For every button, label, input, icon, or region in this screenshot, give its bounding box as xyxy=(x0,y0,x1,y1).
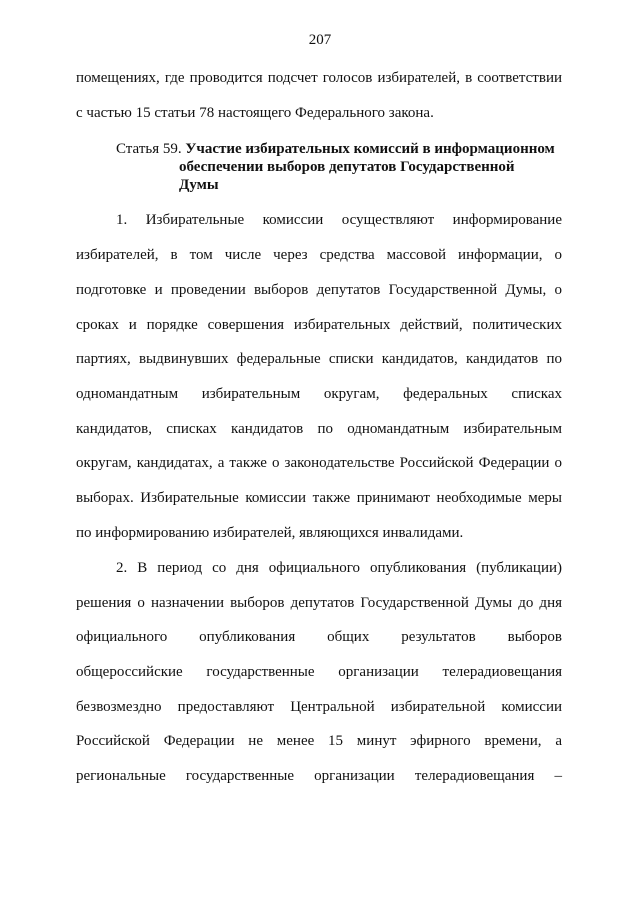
article-title-line: Участие избирательных комиссий в информационном xyxy=(185,141,555,157)
intro-line: с частью 15 статьи 78 настоящего Федерального закона. xyxy=(76,105,434,121)
intro-line: помещениях, где проводится подсчет голосов избирателей, в соответствии xyxy=(76,70,562,86)
paragraph-2-line: общероссийские государственные организации телерадиовещания xyxy=(76,664,562,680)
paragraph-1-line: партиях, выдвинувших федеральные списки кандидатов, кандидатов по xyxy=(76,351,562,367)
paragraph-2-line: региональные государственные организации телерадиовещания – xyxy=(76,768,562,784)
paragraph-1-line: округам, кандидатах, а также о законодательстве Российской Федерации о xyxy=(76,455,562,471)
paragraph-1-line: избирателей, в том числе через средства массовой информации, о xyxy=(76,247,562,263)
article-heading xyxy=(116,140,576,194)
article-title-line: обеспечении выборов депутатов Государственной xyxy=(179,159,515,175)
paragraph-1-line: 1. Избирательные комиссии осуществляют информирование xyxy=(116,212,562,228)
paragraph-1-line: выборах. Избирательные комиссии также принимают необходимые меры xyxy=(76,490,562,506)
paragraph-1-line: подготовке и проведении выборов депутатов Государственной Думы, о xyxy=(76,282,562,298)
paragraph-2-line: решения о назначении выборов депутатов Государственной Думы до дня xyxy=(76,595,562,611)
paragraph-1-line: одномандатным избирательным округам, федеральных списках xyxy=(76,386,562,402)
article-title-line: Думы xyxy=(179,177,219,193)
article-number: Статья 59. xyxy=(116,141,182,157)
paragraph-1-line: кандидатов, списках кандидатов по одномандатным избирательным xyxy=(76,421,562,437)
paragraph-2-line: безвозмездно предоставляют Центральной избирательной комиссии xyxy=(76,699,562,715)
page-number: 207 xyxy=(308,32,332,48)
paragraph-2-line: официального опубликования общих результатов выборов xyxy=(76,629,562,645)
paragraph-1-line: сроках и порядке совершения избирательных действий, политических xyxy=(76,317,562,333)
paragraph-2-line: Российской Федерации не менее 15 минут эфирного времени, а xyxy=(76,733,562,749)
paragraph-2-line: 2. В период со дня официального опубликования (публикации) xyxy=(116,560,562,576)
paragraph-1-line: по информированию избирателей, являющихся инвалидами. xyxy=(76,525,464,541)
